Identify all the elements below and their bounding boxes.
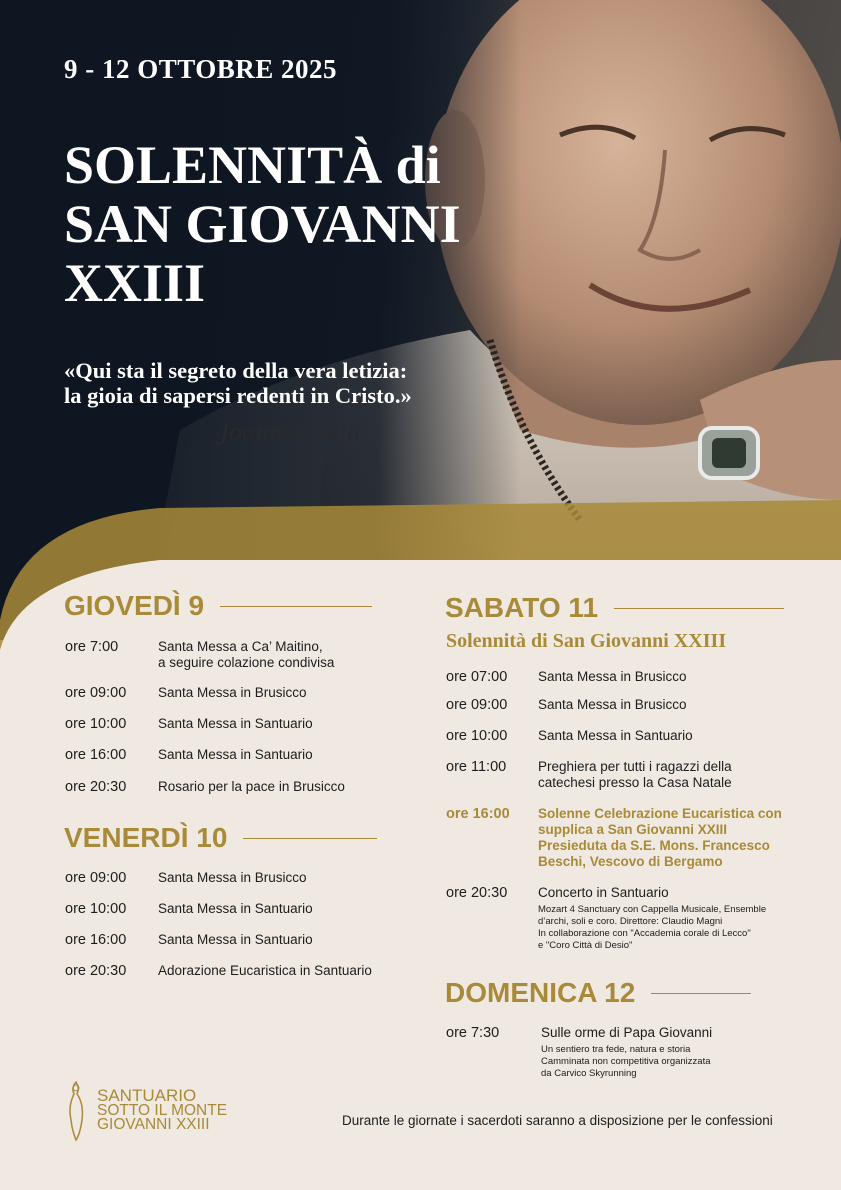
day-subtitle: Solennità di San Giovanni XXIII (446, 630, 727, 652)
santuario-logo-icon (62, 1080, 92, 1142)
day-heading-domenica: DOMENICA 12 (445, 977, 751, 1009)
page-title (64, 136, 461, 313)
title-line: XXIII (64, 253, 206, 313)
title-line: SOLENNITÀ di (64, 135, 441, 195)
quote-line: «Qui sta il segreto della vera letizia: (64, 358, 408, 383)
quote-line: la gioia di sapersi redenti in Cristo.» (64, 383, 412, 408)
divider (614, 608, 784, 609)
day-heading-sabato: SABATO 11 (445, 592, 784, 624)
poster-content: 9 - 12 OTTOBRE 2025 SOLENNITÀ di SAN GIOVANNI XXIII «Qui sta il segreto della vera letizia: la gioia di sapersi redenti in Cristo.» GIOVEDÌ 9 ore 7:00 Santa Messa a Ca’ Maitino, a seguire colazione condivisa ore 09:00 Santa Messa in Brusicco ore 10:00 Santa Messa in Santuario ore 16:00 Santa Messa in Santuario ore 20:30 Rosario per la pace in Brusicco VENERDÌ 10 ore 09:00 Santa Messa in Brusicco ore 10:00 Santa Messa in Santuario ore 16:00 Santa Messa in Santuario ore 20:30 Adorazione Eucaristica in Santuario SABATO 11 Solennità di San Giovanni XXIII ore 07:00 Santa Messa in Brusicco ore 09:00 Santa Messa in Brusicco ore 10:00 Santa Messa in Santuario ore 11:00 Preghiera per tutti i ragazzi della catechesi presso la Casa Natale ore 16:00 Solenne Celebrazione Eucaristica con supplica a San Giovanni XXIII Presieduta da S.E. Mons. Francesco Beschi, Vescovo di Bergamo ore 20:30 Concerto in Santuario Mozart 4 Sanctuary con Cappella Musicale, Ensemble d’archi, soli e coro. Direttore: Claudio Magni In collaborazione con "Accademia corale di Lecco" e "Coro Città di Desio" DOMENICA 12 ore 7:30 Sulle orme di Papa Giovanni Un sentiero tra fede, natura e storia Camminata non competitiva organizzata da Carvico Skyrunning SANTUARIO SOTTO IL MONTE GIOVANNI XXIII Durante le giornate i sacerdoti saranno a disposizione per le confessioni (0, 0, 841, 1190)
divider (243, 838, 377, 839)
event-details: Un sentiero tra fede, natura e storia Camminata non competitiva organizzata da Carvico Skyrunning (541, 1044, 711, 1079)
day-heading-giovedi: GIOVEDÌ 9 (64, 590, 372, 622)
day-heading-venerdi: VENERDÌ 10 (64, 822, 377, 854)
event-details: Mozart 4 Sanctuary con Cappella Musicale, Ensemble d’archi, soli e coro. Direttore: Claudio Magni In collaborazione con "Accademia corale di Lecco" e "Coro Città di Desio" (538, 904, 767, 951)
divider (651, 993, 751, 994)
svg-text:Joannes xxiii: Joannes xxiii (220, 421, 361, 446)
quote (64, 358, 412, 408)
title-line: SAN GIOVANNI (64, 194, 461, 254)
footer-note: Durante le giornate i sacerdoti saranno a disposizione per le confessioni (342, 1113, 773, 1128)
gold-wave-band (0, 490, 841, 650)
santuario-logo-text: SANTUARIO SOTTO IL MONTE GIOVANNI XXIII (97, 1086, 228, 1133)
event-date: 9 - 12 OTTOBRE 2025 (64, 54, 338, 84)
divider (220, 606, 372, 607)
